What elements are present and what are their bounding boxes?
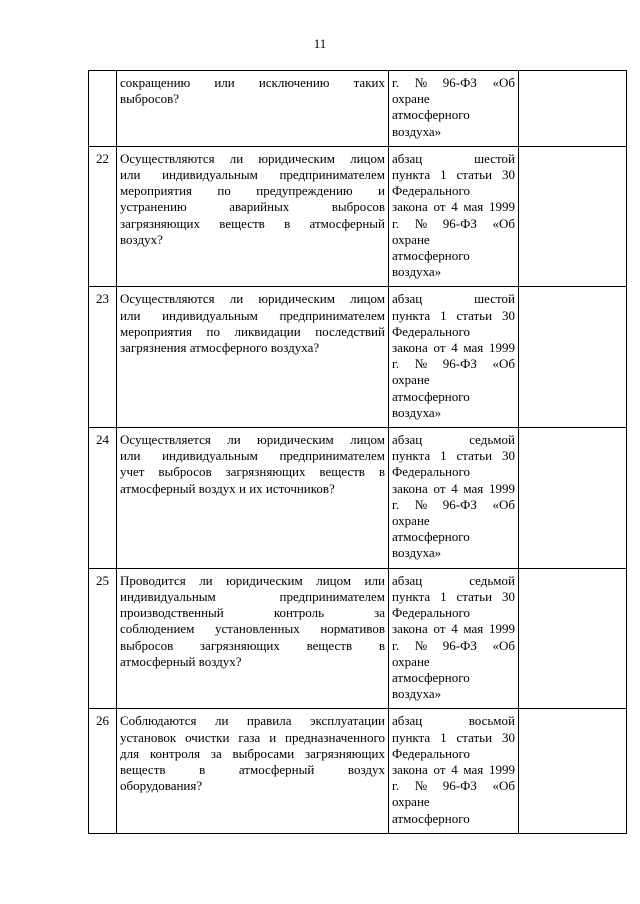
question-line: учет выбросов загрязняющих веществ в [120, 464, 385, 480]
reference-line: воздуха» [392, 686, 442, 702]
question-cell [117, 287, 389, 428]
question-line: мероприятия по предупреждению и [120, 183, 385, 199]
reference-line: охране [392, 794, 430, 810]
question-line: веществ в атмосферный воздух [120, 761, 385, 777]
row-number: 24 [89, 428, 117, 569]
reference-line: охране [392, 91, 430, 107]
reference-line: атмосферного [392, 669, 470, 685]
table-row [89, 146, 627, 287]
reference-line: атмосферного [392, 810, 470, 826]
question-cell [117, 428, 389, 569]
table-row [89, 709, 627, 833]
reference-line: пункта 1 статьи 30 [392, 588, 515, 604]
question-line: для контроля за выбросами загрязняющих [120, 745, 385, 761]
row-number: 22 [89, 146, 117, 287]
reference-line: пункта 1 статьи 30 [392, 729, 515, 745]
question-line: сокращению или исключению таких [120, 75, 385, 90]
reference-line: пункта 1 статьи 30 [392, 167, 515, 183]
page-number: 11 [313, 36, 327, 51]
reference-line: Федерального [392, 323, 471, 339]
reference-line: воздуха» [392, 264, 442, 280]
reference-line: Федерального [392, 464, 471, 480]
reference-line: абзац восьмой [392, 713, 515, 729]
question-line: производственный контроль за [120, 605, 385, 621]
legal-reference-cell [389, 287, 519, 428]
row-number [89, 71, 117, 147]
reference-line: атмосферного [392, 388, 470, 404]
question-line: индивидуальным предпринимателем [120, 588, 385, 604]
answer-cell[interactable] [519, 287, 627, 428]
question-line: Осуществляются ли юридическим лицом [120, 150, 385, 166]
legal-reference-cell [389, 568, 519, 709]
reference-line: г. № 96-ФЗ «Об [392, 637, 515, 653]
reference-line: закона от 4 мая 1999 [392, 480, 515, 496]
question-line: соблюдением установленных нормативов [120, 621, 385, 637]
question-line: установок очистки газа и предназначенного [120, 729, 385, 745]
legal-reference-cell [389, 428, 519, 569]
reference-line: абзац шестой [392, 291, 515, 307]
row-number: 25 [89, 568, 117, 709]
question-line: мероприятия по ликвидации последствий [120, 323, 385, 339]
question-line: Соблюдаются ли правила эксплуатации [120, 713, 385, 729]
question-line: загрязнения атмосферного воздуха? [120, 340, 320, 356]
reference-line: воздуха» [392, 545, 442, 561]
question-line: или индивидуальным предпринимателем [120, 448, 385, 464]
reference-line: атмосферного [392, 529, 470, 545]
answer-cell[interactable] [519, 568, 627, 709]
checklist-table [88, 70, 627, 834]
question-line: или индивидуальным предпринимателем [120, 167, 385, 183]
reference-line: абзац шестой [392, 150, 515, 166]
question-line: выбросов загрязняющих веществ в [120, 637, 385, 653]
reference-line: пункта 1 статьи 30 [392, 448, 515, 464]
legal-reference-cell [389, 146, 519, 287]
reference-line: атмосферного [392, 248, 470, 264]
reference-line: закона от 4 мая 1999 [392, 199, 515, 215]
reference-line: атмосферного [392, 107, 470, 123]
table-row [89, 287, 627, 428]
reference-line: г. № 96-ФЗ «Об [392, 356, 515, 372]
question-line: Осуществляются ли юридическим лицом [120, 291, 385, 307]
question-cell [117, 71, 389, 147]
table-row [89, 568, 627, 709]
reference-line: охране [392, 372, 430, 388]
row-number: 23 [89, 287, 117, 428]
question-line: загрязняющих веществ в атмосферный [120, 215, 385, 231]
question-line: Проводится ли юридическим лицом или [120, 572, 385, 588]
reference-line: воздуха» [392, 404, 442, 420]
reference-line: охране [392, 231, 430, 247]
answer-cell[interactable] [519, 709, 627, 833]
reference-line: г. № 96-ФЗ «Об [392, 496, 515, 512]
reference-line: охране [392, 513, 430, 529]
question-cell [117, 568, 389, 709]
reference-line: г. № 96-ФЗ «Об [392, 778, 515, 794]
reference-line: пункта 1 статьи 30 [392, 307, 515, 323]
legal-reference-cell [389, 71, 519, 147]
reference-line: закона от 4 мая 1999 [392, 621, 515, 637]
reference-line: Федерального [392, 183, 471, 199]
table-row [89, 428, 627, 569]
answer-cell[interactable] [519, 428, 627, 569]
answer-cell[interactable] [519, 71, 627, 147]
reference-line: Федерального [392, 605, 471, 621]
reference-line: закона от 4 мая 1999 [392, 340, 515, 356]
reference-line: г. № 96-ФЗ «Об [392, 215, 515, 231]
question-line: Осуществляется ли юридическим лицом [120, 432, 385, 448]
question-line: устранению аварийных выбросов [120, 199, 385, 215]
reference-line: абзац седьмой [392, 432, 515, 448]
table-row [89, 71, 627, 147]
question-cell [117, 146, 389, 287]
question-line: атмосферный воздух? [120, 653, 242, 669]
question-line: оборудования? [120, 778, 203, 794]
question-line: или индивидуальным предпринимателем [120, 307, 385, 323]
reference-line: охране [392, 653, 430, 669]
answer-cell[interactable] [519, 146, 627, 287]
legal-reference-cell [389, 709, 519, 833]
question-line: выбросов? [120, 91, 179, 107]
question-line: воздух? [120, 231, 163, 247]
reference-line: г. № 96-ФЗ «Об [392, 75, 515, 90]
reference-line: абзац седьмой [392, 572, 515, 588]
question-line: атмосферный воздух и их источников? [120, 480, 335, 496]
row-number: 26 [89, 709, 117, 833]
question-cell [117, 709, 389, 833]
reference-line: Федерального [392, 745, 471, 761]
reference-line: воздуха» [392, 123, 442, 139]
reference-line: закона от 4 мая 1999 [392, 761, 515, 777]
